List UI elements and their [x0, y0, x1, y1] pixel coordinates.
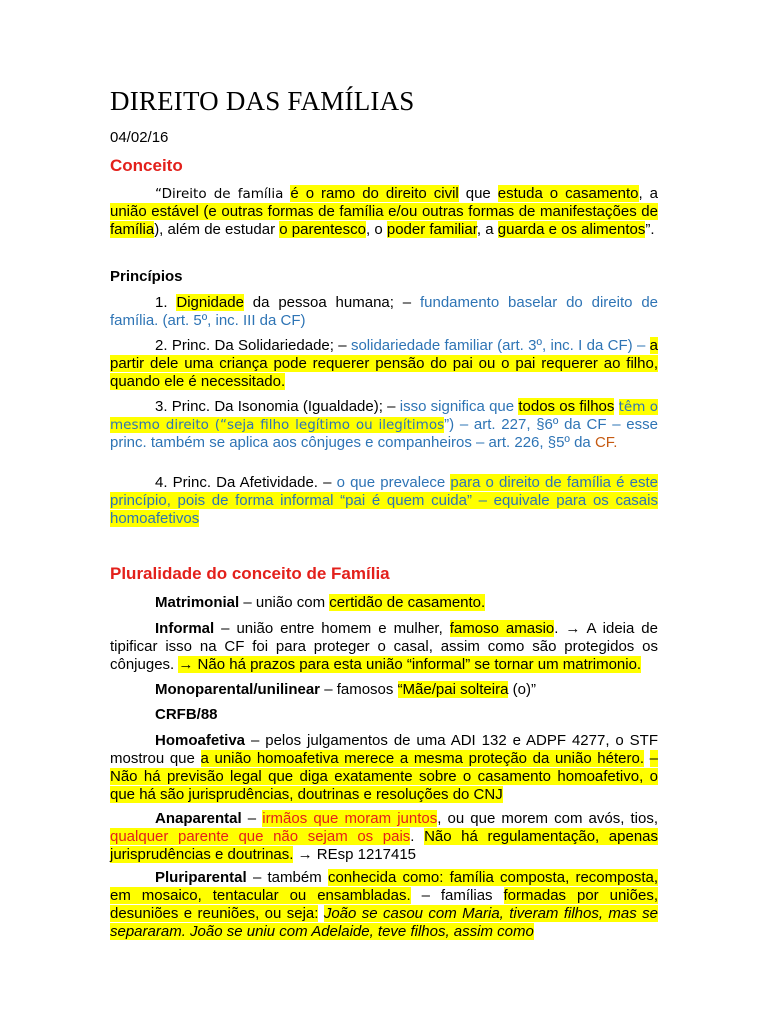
- term-label: Homoafetiva: [155, 732, 246, 749]
- principle-item-3: [110, 398, 658, 452]
- text-span: 2. Princ. Da Solidariedade; –: [155, 337, 347, 354]
- family-type-informal: [110, 620, 658, 674]
- term-label: Monoparental/unilinear: [155, 681, 321, 698]
- text-span: .: [410, 828, 415, 845]
- paragraph-conceito: [110, 185, 658, 239]
- text-span: – também: [252, 869, 322, 886]
- principle-item-2: [110, 337, 658, 391]
- family-type-monoparental: [110, 681, 658, 699]
- highlight-span: todos os filhos: [518, 398, 615, 415]
- text-span: . → A ideia de tipificar isso na CF foi para proteger o casal, assim como são protegidos os cônjuges.: [110, 620, 658, 673]
- text-span: que: [465, 185, 491, 202]
- document-date: 04/02/16: [110, 129, 169, 146]
- highlight-span: Não há regulamentação, apenas jurisprudências e doutrinas.: [110, 828, 659, 863]
- blue-span: solidariedade familiar (art. 3º, inc. I da CF) –: [350, 337, 646, 354]
- text-span: 4. Princ. Da Afetividade. –: [155, 474, 332, 491]
- text-span: → REsp 1217415: [297, 846, 417, 863]
- term-label: Pluriparental: [155, 869, 247, 886]
- blue-span: fundamento baselar do direito de família. (art. 5º, inc. III da CF): [110, 294, 659, 329]
- text-span: ), além de estudar: [154, 221, 276, 238]
- text-span: , o: [366, 221, 383, 238]
- highlight-span: – Não há previsão legal que diga exatamente sobre o casamento homoafetivo, o que há são jurisprudências, doutrinas e resoluções do CNJ: [110, 750, 658, 803]
- highlight-span: têm o mesmo direito (“seja filho legítimo ou ilegítimos: [110, 399, 659, 433]
- highlight-span: a união homoafetiva merece a mesma proteção da união hétero.: [200, 750, 645, 767]
- highlight-span: é o ramo do direito civil: [290, 185, 459, 202]
- heading-crfb: CRFB/88: [155, 706, 218, 723]
- text-span: 3. Princ. Da Isonomia (Igualdade); –: [155, 398, 396, 415]
- highlight-span: João se casou com Maria, tiveram filhos, mas se separaram. João se uniu com Adelaide, teve filhos, assim como: [110, 905, 658, 940]
- blue-span: ”) – art. 227, §6º da CF – esse princ. também se aplica aos cônjuges e companheiros – art. 226, §5º da: [110, 416, 658, 451]
- family-type-homoafetiva: [110, 732, 658, 804]
- text-span: ”.: [645, 221, 655, 238]
- highlight-span: formadas por uniões, desuniões e reuniões, ou seja:: [110, 887, 658, 922]
- document-title: DIREITO DAS FAMÍLIAS: [110, 86, 415, 116]
- heading-pluralidade: Pluralidade do conceito de Família: [110, 564, 390, 583]
- text-span: (o)”: [512, 681, 536, 698]
- highlight-span: guarda e os alimentos: [497, 221, 646, 238]
- family-type-anaparental: [110, 810, 658, 864]
- text-span: – famosos: [324, 681, 394, 698]
- principle-item-1: [110, 294, 658, 330]
- highlight-span: para o direito de família é este princípio, pois de forma informal “pai é quem cuida” – equivale para os casais homoafetivos: [110, 474, 658, 527]
- highlight-span: união estável (e outras formas de família e/ou outras formas de manifestações de família: [110, 203, 658, 238]
- text-span: – pelos julgamentos de uma ADI 132 e ADPF 4277, o STF mostrou que: [110, 732, 658, 767]
- highlight-span: poder familiar: [386, 221, 477, 238]
- highlight-span: o parentesco: [279, 221, 366, 238]
- orange-span: CF.: [594, 434, 618, 451]
- term-label: Matrimonial: [155, 594, 240, 611]
- highlight-span: estuda o casamento: [497, 185, 639, 202]
- family-type-matrimonial: [110, 594, 658, 612]
- text-span: , a: [638, 185, 659, 202]
- text-span: –: [247, 810, 257, 827]
- text-span: – famílias: [421, 887, 493, 904]
- text-span: da pessoa humana; –: [252, 294, 412, 311]
- highlight-span: irmãos que moram juntos: [262, 810, 438, 827]
- blue-span: isso significa que: [399, 398, 515, 415]
- highlight-span: qualquer parente que não sejam os pais: [110, 828, 411, 845]
- term-label: Anaparental: [155, 810, 242, 827]
- text-span: “Direito de família: [155, 186, 284, 202]
- text-span: , a: [476, 221, 494, 238]
- text-span: – união com: [243, 594, 326, 611]
- highlight-span: conhecida como: família composta, recomposta, em mosaico, tentacular ou ensambladas.: [110, 869, 658, 904]
- text-span: – união entre homem e mulher,: [221, 620, 443, 637]
- term-label: Informal: [155, 620, 215, 637]
- highlight-span: → Não há prazos para esta união “informal” se tornar um matrimonio.: [178, 656, 642, 673]
- highlight-span: “Mãe/pai solteira: [397, 681, 509, 698]
- family-type-pluriparental: [110, 869, 658, 941]
- highlight-span: famoso amasio: [449, 620, 555, 637]
- principle-item-4: [110, 474, 658, 528]
- highlight-span: Dignidade: [176, 294, 244, 311]
- heading-conceito: Conceito: [110, 156, 183, 175]
- highlight-span: a partir dele uma criança pode requerer pensão do pai ou o pai requerer ao filho, quando ele é necessitado.: [110, 337, 659, 390]
- text-span: , ou que morem com avós, tios,: [437, 810, 659, 827]
- highlight-span: certidão de casamento.: [329, 594, 486, 611]
- blue-span: o que prevalece: [336, 474, 446, 491]
- heading-principios: Princípios: [110, 268, 183, 285]
- text-span: 1.: [155, 294, 168, 311]
